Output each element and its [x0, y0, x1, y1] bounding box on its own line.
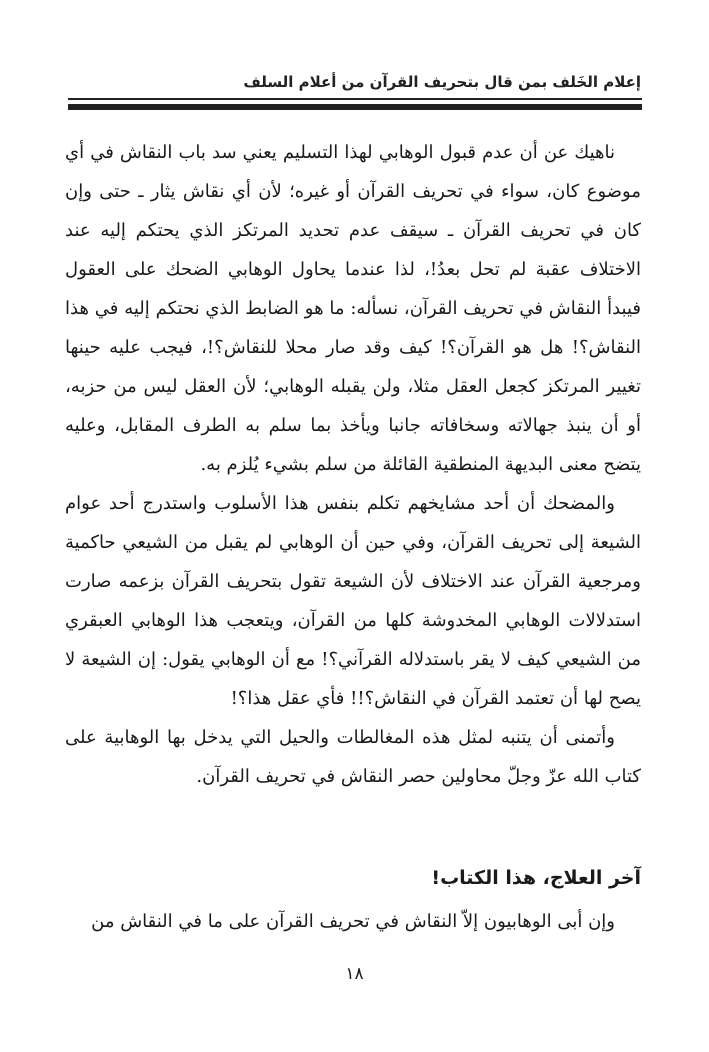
header-rule-thick — [68, 104, 642, 110]
page-number: ١٨ — [345, 964, 364, 984]
body-text — [65, 133, 641, 796]
paragraph-1: ناهيك عن أن عدم قبول الوهابي لهذا التسليم يعني سد باب النقاش في أي موضوع كان، سواء في تحريف القرآن أو غيره؛ لأن أي نقاش يثار ـ حتى وإن كان في تحريف القرآن ـ سيقف عدم تحديد المرتكز الذي يحتكم إليه عند الاختلاف عقبة لم تحل بعدُ!، لذا عندما يحاول الوهابي الضحك على العقول فيبدأ النقاش في تحريف القرآن، نسأله: ما هو الضابط الذي نحتكم إليه في هذا النقاش؟! هل هو القرآن؟! كيف وقد صار محلا للنقاش؟!، فيجب عليه حينها تغيير المرتكز كجعل العقل مثلا، ولن يقبله الوهابي؛ لأن العقل ليس من حزبه، أو أن ينبذ جهالاته وسخافاته جانبا ويأخذ بما سلم به الطرف المقابل، وعليه يتضح معنى البديهة المنطقية القائلة من سلم بشيء يُلزم به. — [65, 142, 641, 475]
section-heading: آخر العلاج، هذا الكتاب! — [431, 867, 641, 889]
paragraph-2: والمضحك أن أحد مشايخهم تكلم بنفس هذا الأسلوب واستدرج أحد عوام الشيعة إلى تحريف القرآن، وفي حين أن الوهابي لم يقبل من الشيعي حاكمية ومرجعية القرآن عند الاختلاف لأن الشيعة تقول بتحريف القرآن بزعمه صارت استدلالات الوهابي المخدوشة كلها من القرآن، ويتعجب هذا الوهابي العبقري من الشيعي كيف لا يقر باستدلاله القرآني؟! مع أن الوهابي يقول: إن الشيعة لا يصح لها أن تعتمد القرآن في النقاش؟!! فأي عقل هذا؟! — [65, 493, 641, 709]
paragraph-4: وإن أبى الوهابيون إلاّ النقاش في تحريف القرآن على ما في النقاش من — [91, 911, 615, 932]
paragraph-3: وأتمنى أن يتنبه لمثل هذه المغالطات والحيل التي يدخل بها الوهابية على كتاب الله عزّ وجلّ محاولين حصر النقاش في تحريف القرآن. — [65, 727, 641, 787]
running-header-title: إعلام الخَلف بمن قال بتحريف القرآن من أعلام السلف — [243, 73, 641, 91]
header-rule-thin — [68, 98, 642, 100]
